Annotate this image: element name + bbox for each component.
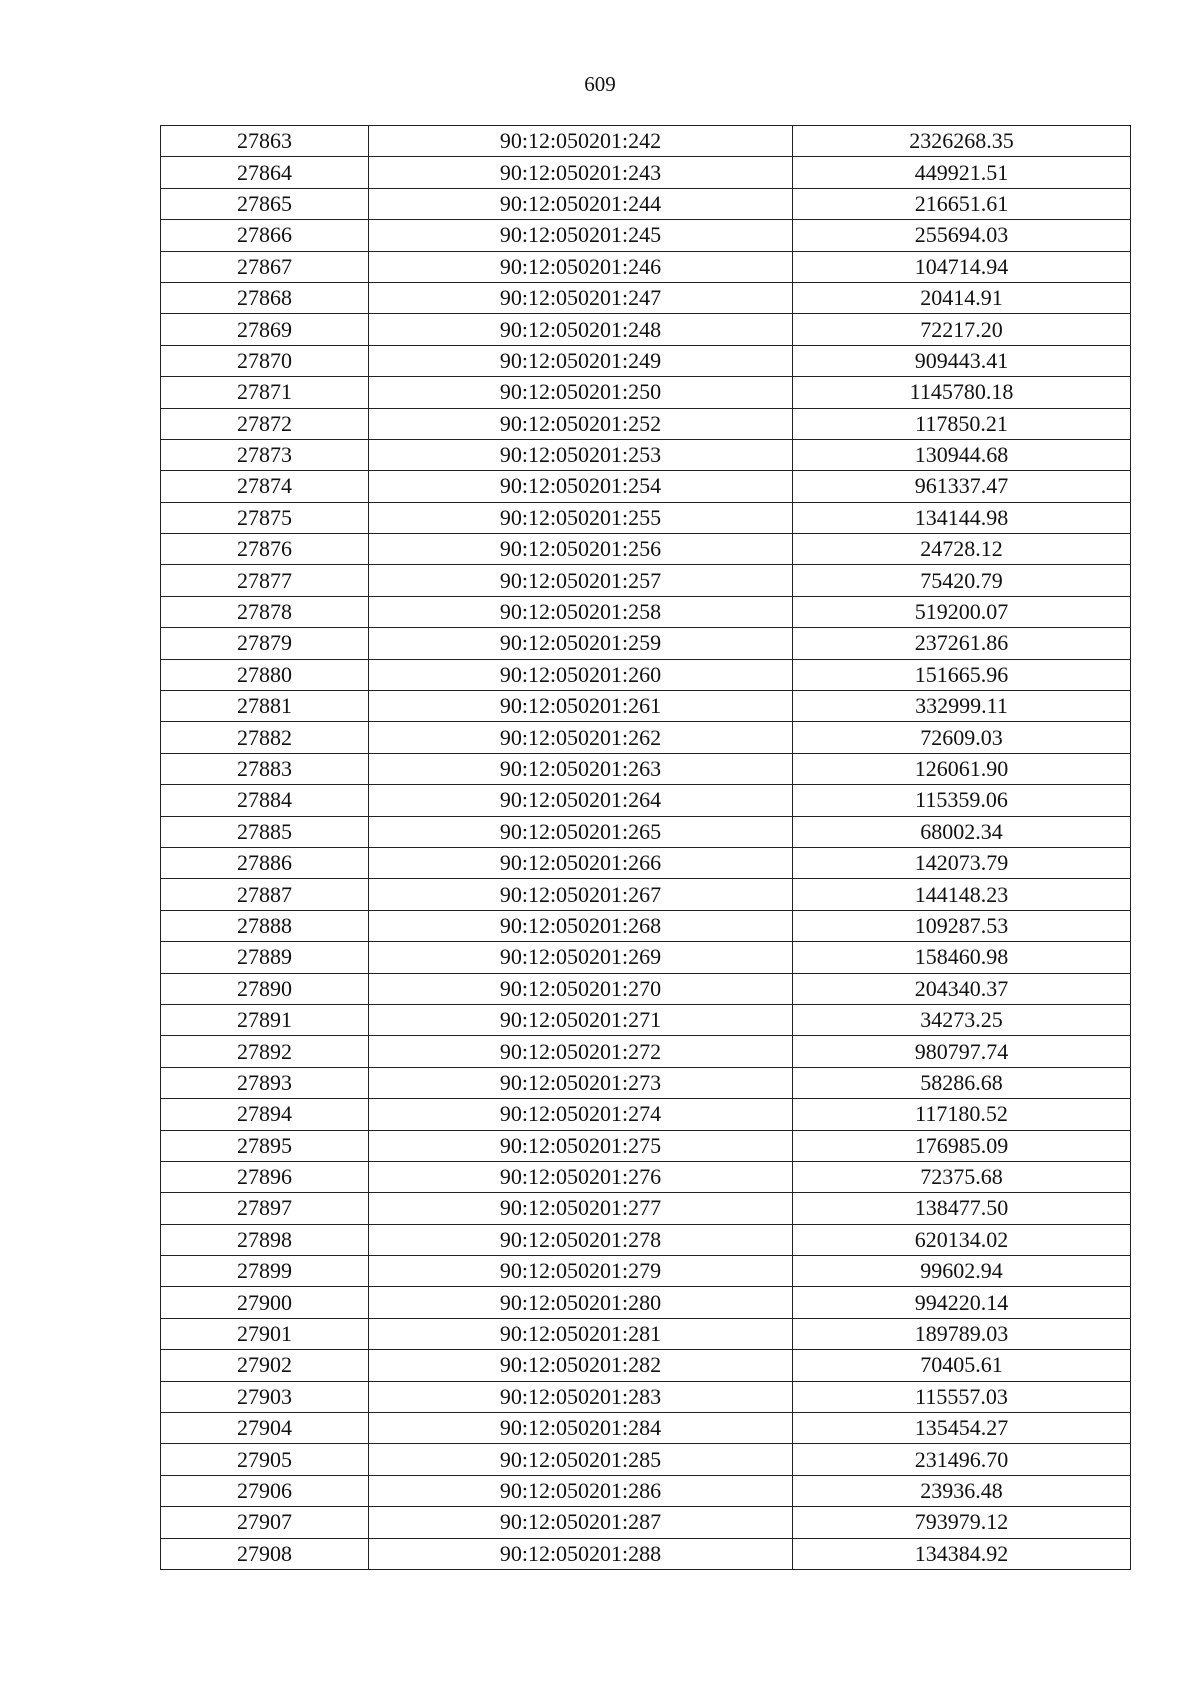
cadastral-number-cell: 90:12:050201:257 (369, 565, 793, 596)
record-number-cell: 27877 (161, 565, 369, 596)
table-row (161, 596, 1131, 627)
table-row (161, 942, 1131, 973)
value-cell: 104714.94 (793, 251, 1131, 282)
value-cell: 2326268.35 (793, 126, 1131, 157)
record-number-cell: 27906 (161, 1475, 369, 1506)
value-cell: 142073.79 (793, 847, 1131, 878)
table-row (161, 439, 1131, 470)
record-number-cell: 27879 (161, 628, 369, 659)
cadastral-number-cell: 90:12:050201:250 (369, 377, 793, 408)
cadastral-number-cell: 90:12:050201:270 (369, 973, 793, 1004)
table-row (161, 345, 1131, 376)
record-number-cell: 27895 (161, 1130, 369, 1161)
record-number-cell: 27900 (161, 1287, 369, 1318)
cadastral-number-cell: 90:12:050201:276 (369, 1161, 793, 1192)
cadastral-number-cell: 90:12:050201:272 (369, 1036, 793, 1067)
table-row (161, 691, 1131, 722)
cadastral-number-cell: 90:12:050201:253 (369, 439, 793, 470)
record-number-cell: 27886 (161, 847, 369, 878)
page-number: 609 (584, 72, 616, 96)
value-cell: 20414.91 (793, 282, 1131, 313)
record-number-cell: 27897 (161, 1193, 369, 1224)
table-row (161, 188, 1131, 219)
record-number-cell: 27875 (161, 502, 369, 533)
record-number-cell: 27896 (161, 1161, 369, 1192)
cadastral-number-cell: 90:12:050201:254 (369, 471, 793, 502)
table-row (161, 1444, 1131, 1475)
record-number-cell: 27868 (161, 282, 369, 313)
cadastral-number-cell: 90:12:050201:247 (369, 282, 793, 313)
table-row (161, 1475, 1131, 1506)
value-cell: 158460.98 (793, 942, 1131, 973)
record-number-cell: 27899 (161, 1256, 369, 1287)
record-number-cell: 27864 (161, 157, 369, 188)
table-row (161, 377, 1131, 408)
table-body (161, 126, 1131, 1570)
table-row (161, 1193, 1131, 1224)
cadastral-number-cell: 90:12:050201:262 (369, 722, 793, 753)
cadastral-number-cell: 90:12:050201:283 (369, 1381, 793, 1412)
cadastral-number-cell: 90:12:050201:266 (369, 847, 793, 878)
table-row (161, 1036, 1131, 1067)
cadastral-number-cell: 90:12:050201:271 (369, 1004, 793, 1035)
record-number-cell: 27890 (161, 973, 369, 1004)
table-row (161, 785, 1131, 816)
value-cell: 24728.12 (793, 534, 1131, 565)
cadastral-number-cell: 90:12:050201:273 (369, 1067, 793, 1098)
table-row (161, 282, 1131, 313)
cadastral-number-cell: 90:12:050201:265 (369, 816, 793, 847)
cadastral-number-cell: 90:12:050201:248 (369, 314, 793, 345)
table-row (161, 1318, 1131, 1349)
record-number-cell: 27898 (161, 1224, 369, 1255)
table-row (161, 753, 1131, 784)
value-cell: 980797.74 (793, 1036, 1131, 1067)
value-cell: 72609.03 (793, 722, 1131, 753)
table-row (161, 314, 1131, 345)
record-number-cell: 27863 (161, 126, 369, 157)
table-row (161, 1413, 1131, 1444)
cadastral-number-cell: 90:12:050201:252 (369, 408, 793, 439)
value-cell: 99602.94 (793, 1256, 1131, 1287)
value-cell: 189789.03 (793, 1318, 1131, 1349)
value-cell: 144148.23 (793, 879, 1131, 910)
record-number-cell: 27874 (161, 471, 369, 502)
cadastral-number-cell: 90:12:050201:260 (369, 659, 793, 690)
table-row (161, 502, 1131, 533)
value-cell: 216651.61 (793, 188, 1131, 219)
table-row (161, 722, 1131, 753)
cadastral-number-cell: 90:12:050201:246 (369, 251, 793, 282)
cadastral-number-cell: 90:12:050201:288 (369, 1538, 793, 1569)
value-cell: 72217.20 (793, 314, 1131, 345)
value-cell: 58286.68 (793, 1067, 1131, 1098)
record-number-cell: 27904 (161, 1413, 369, 1444)
record-number-cell: 27908 (161, 1538, 369, 1569)
record-number-cell: 27902 (161, 1350, 369, 1381)
table-row (161, 251, 1131, 282)
cadastral-number-cell: 90:12:050201:287 (369, 1507, 793, 1538)
table-row (161, 973, 1131, 1004)
record-number-cell: 27884 (161, 785, 369, 816)
cadastral-number-cell: 90:12:050201:256 (369, 534, 793, 565)
record-number-cell: 27892 (161, 1036, 369, 1067)
table-row (161, 1350, 1131, 1381)
record-number-cell: 27894 (161, 1099, 369, 1130)
value-cell: 1145780.18 (793, 377, 1131, 408)
value-cell: 994220.14 (793, 1287, 1131, 1318)
table-row (161, 157, 1131, 188)
table-row (161, 565, 1131, 596)
record-number-cell: 27903 (161, 1381, 369, 1412)
cadastral-number-cell: 90:12:050201:259 (369, 628, 793, 659)
value-cell: 115557.03 (793, 1381, 1131, 1412)
value-cell: 620134.02 (793, 1224, 1131, 1255)
cadastral-number-cell: 90:12:050201:286 (369, 1475, 793, 1506)
table-row (161, 1161, 1131, 1192)
table-row (161, 1287, 1131, 1318)
cadastral-number-cell: 90:12:050201:279 (369, 1256, 793, 1287)
record-number-cell: 27891 (161, 1004, 369, 1035)
value-cell: 70405.61 (793, 1350, 1131, 1381)
cadastral-number-cell: 90:12:050201:274 (369, 1099, 793, 1130)
record-number-cell: 27907 (161, 1507, 369, 1538)
table-row (161, 471, 1131, 502)
value-cell: 138477.50 (793, 1193, 1131, 1224)
cadastral-number-cell: 90:12:050201:280 (369, 1287, 793, 1318)
table-row (161, 1004, 1131, 1035)
table-row (161, 408, 1131, 439)
cadastral-number-cell: 90:12:050201:255 (369, 502, 793, 533)
value-cell: 793979.12 (793, 1507, 1131, 1538)
record-number-cell: 27865 (161, 188, 369, 219)
value-cell: 130944.68 (793, 439, 1131, 470)
value-cell: 117850.21 (793, 408, 1131, 439)
table-row (161, 1381, 1131, 1412)
table-row (161, 1067, 1131, 1098)
table-row (161, 847, 1131, 878)
table-row (161, 910, 1131, 941)
record-number-cell: 27873 (161, 439, 369, 470)
value-cell: 115359.06 (793, 785, 1131, 816)
value-cell: 204340.37 (793, 973, 1131, 1004)
value-cell: 961337.47 (793, 471, 1131, 502)
record-number-cell: 27876 (161, 534, 369, 565)
cadastral-number-cell: 90:12:050201:242 (369, 126, 793, 157)
record-number-cell: 27883 (161, 753, 369, 784)
cadastral-number-cell: 90:12:050201:244 (369, 188, 793, 219)
record-number-cell: 27866 (161, 220, 369, 251)
cadastral-number-cell: 90:12:050201:268 (369, 910, 793, 941)
table-row (161, 1130, 1131, 1161)
value-cell: 255694.03 (793, 220, 1131, 251)
cadastral-number-cell: 90:12:050201:267 (369, 879, 793, 910)
value-cell: 134384.92 (793, 1538, 1131, 1569)
table-row (161, 1224, 1131, 1255)
value-cell: 134144.98 (793, 502, 1131, 533)
cadastral-number-cell: 90:12:050201:258 (369, 596, 793, 627)
record-number-cell: 27872 (161, 408, 369, 439)
table-row (161, 628, 1131, 659)
cadastral-number-cell: 90:12:050201:264 (369, 785, 793, 816)
record-number-cell: 27869 (161, 314, 369, 345)
cadastral-number-cell: 90:12:050201:263 (369, 753, 793, 784)
value-cell: 151665.96 (793, 659, 1131, 690)
cadastral-number-cell: 90:12:050201:275 (369, 1130, 793, 1161)
cadastral-number-cell: 90:12:050201:269 (369, 942, 793, 973)
record-number-cell: 27880 (161, 659, 369, 690)
record-number-cell: 27878 (161, 596, 369, 627)
value-cell: 237261.86 (793, 628, 1131, 659)
cadastral-number-cell: 90:12:050201:243 (369, 157, 793, 188)
table-row (161, 879, 1131, 910)
cadastral-number-cell: 90:12:050201:278 (369, 1224, 793, 1255)
value-cell: 34273.25 (793, 1004, 1131, 1035)
table-row (161, 1099, 1131, 1130)
value-cell: 519200.07 (793, 596, 1131, 627)
value-cell: 23936.48 (793, 1475, 1131, 1506)
table-row (161, 126, 1131, 157)
cadastral-number-cell: 90:12:050201:249 (369, 345, 793, 376)
record-number-cell: 27901 (161, 1318, 369, 1349)
data-table (160, 125, 1131, 1570)
value-cell: 75420.79 (793, 565, 1131, 596)
value-cell: 109287.53 (793, 910, 1131, 941)
value-cell: 72375.68 (793, 1161, 1131, 1192)
value-cell: 135454.27 (793, 1413, 1131, 1444)
cadastral-number-cell: 90:12:050201:284 (369, 1413, 793, 1444)
table-row (161, 1256, 1131, 1287)
table-row (161, 1538, 1131, 1569)
record-number-cell: 27905 (161, 1444, 369, 1475)
cadastral-number-cell: 90:12:050201:282 (369, 1350, 793, 1381)
cadastral-number-cell: 90:12:050201:277 (369, 1193, 793, 1224)
value-cell: 117180.52 (793, 1099, 1131, 1130)
table-row (161, 220, 1131, 251)
table-row (161, 659, 1131, 690)
record-number-cell: 27871 (161, 377, 369, 408)
record-number-cell: 27889 (161, 942, 369, 973)
value-cell: 126061.90 (793, 753, 1131, 784)
record-number-cell: 27881 (161, 691, 369, 722)
record-number-cell: 27893 (161, 1067, 369, 1098)
cadastral-number-cell: 90:12:050201:285 (369, 1444, 793, 1475)
cadastral-number-cell: 90:12:050201:261 (369, 691, 793, 722)
record-number-cell: 27885 (161, 816, 369, 847)
table-row (161, 816, 1131, 847)
table-row (161, 1507, 1131, 1538)
value-cell: 68002.34 (793, 816, 1131, 847)
cadastral-number-cell: 90:12:050201:281 (369, 1318, 793, 1349)
value-cell: 909443.41 (793, 345, 1131, 376)
record-number-cell: 27870 (161, 345, 369, 376)
value-cell: 176985.09 (793, 1130, 1131, 1161)
record-number-cell: 27888 (161, 910, 369, 941)
record-number-cell: 27867 (161, 251, 369, 282)
cadastral-number-cell: 90:12:050201:245 (369, 220, 793, 251)
value-cell: 332999.11 (793, 691, 1131, 722)
table-row (161, 534, 1131, 565)
record-number-cell: 27887 (161, 879, 369, 910)
record-number-cell: 27882 (161, 722, 369, 753)
value-cell: 231496.70 (793, 1444, 1131, 1475)
value-cell: 449921.51 (793, 157, 1131, 188)
